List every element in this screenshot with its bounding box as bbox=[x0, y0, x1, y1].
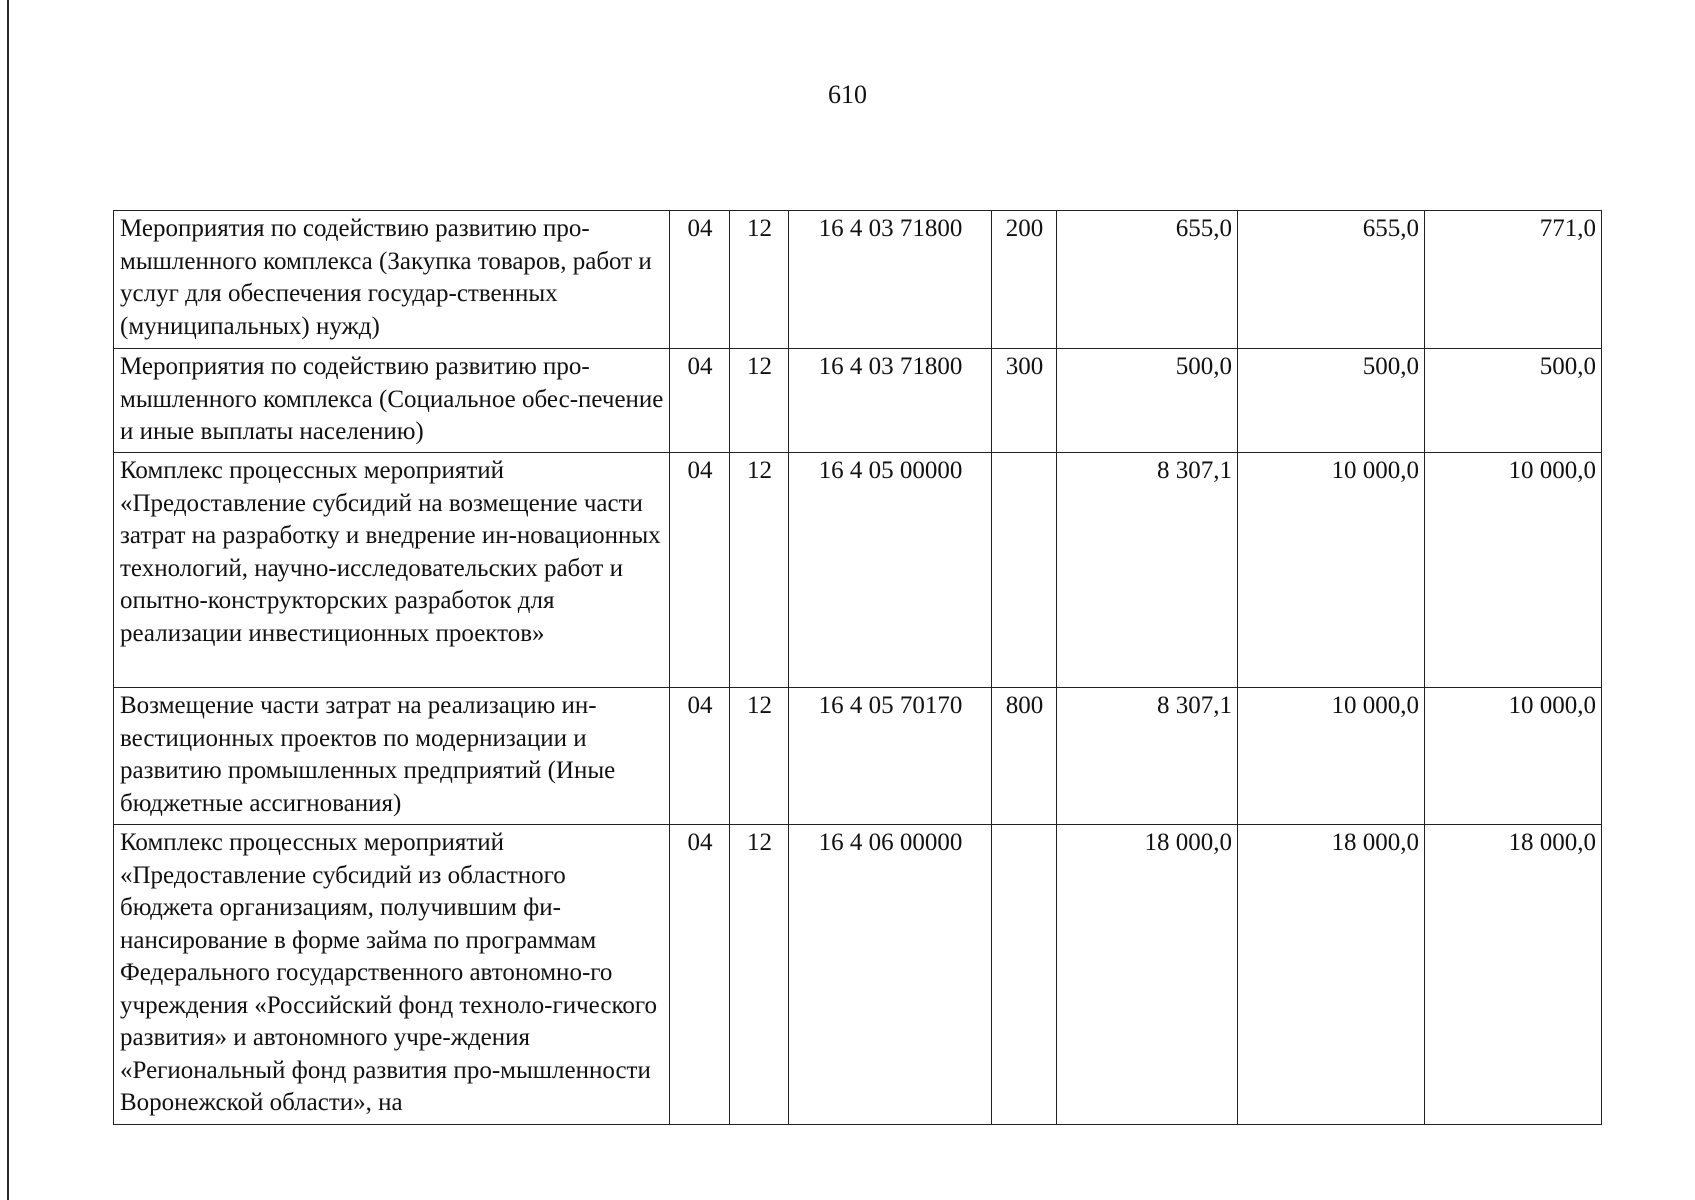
section-code-cell bbox=[670, 211, 730, 349]
amount-year-3: 10 000,0 bbox=[1508, 457, 1596, 484]
section-code: 04 bbox=[687, 692, 713, 719]
section-code: 04 bbox=[687, 353, 713, 380]
amount-year-3-cell bbox=[1425, 688, 1602, 825]
target-article-code: 16 4 05 00000 bbox=[818, 457, 963, 484]
target-article-cell bbox=[789, 211, 992, 349]
section-code: 04 bbox=[687, 457, 713, 484]
section-code-cell bbox=[670, 453, 730, 688]
budget-table bbox=[113, 210, 1602, 1125]
amount-year-2: 10 000,0 bbox=[1331, 692, 1419, 719]
target-article-code: 16 4 05 70170 bbox=[818, 692, 963, 719]
section-code-cell bbox=[670, 825, 730, 1125]
target-article-code: 16 4 06 00000 bbox=[818, 829, 963, 856]
expense-type-cell bbox=[992, 688, 1057, 825]
amount-year-2-cell bbox=[1238, 349, 1425, 453]
amount-year-2-cell bbox=[1238, 688, 1425, 825]
target-article-cell bbox=[789, 688, 992, 825]
amount-year-1: 8 307,1 bbox=[1157, 692, 1232, 719]
item-name-cell bbox=[114, 349, 670, 453]
amount-year-2: 500,0 bbox=[1362, 353, 1419, 380]
item-name: Комплекс процессных мероприятий «Предоставление субсидий из областного бюджета организациям, получившим фи-нансирование в форме займа по программам Федерального государственного автономно-го учреждения «Российский фонд техноло-гического развития» и автономного учре-ждения «Региональный фонд развития про-мышленности Воронежской области», на bbox=[120, 829, 657, 1116]
target-article-code: 16 4 03 71800 bbox=[818, 353, 963, 380]
amount-year-3-cell bbox=[1425, 825, 1602, 1125]
amount-year-1-cell bbox=[1057, 349, 1238, 453]
page-number: 610 bbox=[828, 80, 867, 109]
amount-year-1: 8 307,1 bbox=[1157, 457, 1232, 484]
target-article-cell bbox=[789, 453, 992, 688]
amount-year-2-cell bbox=[1238, 825, 1425, 1125]
item-name-cell bbox=[114, 825, 670, 1125]
table-row bbox=[114, 825, 1602, 1125]
item-name-cell bbox=[114, 688, 670, 825]
expense-type-cell bbox=[992, 825, 1057, 1125]
item-name: Мероприятия по содействию развитию про-мышленного комплекса (Социальное обес-печение и иные выплаты населению) bbox=[120, 353, 664, 445]
item-name: Мероприятия по содействию развитию про-мышленного комплекса (Закупка товаров, работ и услуг для обеспечения государ-ственных (муниципальных) нужд) bbox=[120, 215, 652, 340]
expense-type-code: 300 bbox=[1005, 353, 1044, 380]
amount-year-3: 500,0 bbox=[1539, 353, 1596, 380]
amount-year-1-cell bbox=[1057, 453, 1238, 688]
subsection-code: 12 bbox=[747, 353, 772, 380]
amount-year-3: 771,0 bbox=[1539, 215, 1596, 242]
amount-year-1-cell bbox=[1057, 688, 1238, 825]
subsection-code-cell bbox=[730, 825, 789, 1125]
table-row bbox=[114, 349, 1602, 453]
page-left-rule bbox=[7, 0, 9, 1200]
subsection-code-cell bbox=[730, 211, 789, 349]
table-row bbox=[114, 453, 1602, 688]
item-name-cell bbox=[114, 211, 670, 349]
section-code-cell bbox=[670, 349, 730, 453]
amount-year-2-cell bbox=[1238, 211, 1425, 349]
amount-year-3-cell bbox=[1425, 211, 1602, 349]
subsection-code-cell bbox=[730, 688, 789, 825]
section-code-cell bbox=[670, 688, 730, 825]
amount-year-1: 500,0 bbox=[1175, 353, 1232, 380]
amount-year-3-cell bbox=[1425, 453, 1602, 688]
expense-type-code: 200 bbox=[1005, 215, 1044, 242]
section-code: 04 bbox=[687, 829, 713, 856]
subsection-code: 12 bbox=[747, 829, 772, 856]
subsection-code: 12 bbox=[747, 215, 772, 242]
amount-year-2: 10 000,0 bbox=[1331, 457, 1419, 484]
expense-type-cell bbox=[992, 349, 1057, 453]
subsection-code-cell bbox=[730, 349, 789, 453]
item-name-cell bbox=[114, 453, 670, 688]
target-article-code: 16 4 03 71800 bbox=[818, 215, 963, 242]
amount-year-2-cell bbox=[1238, 453, 1425, 688]
section-code: 04 bbox=[687, 215, 713, 242]
item-name: Возмещение части затрат на реализацию ин-вестиционных проектов по модернизации и развитию промышленных предприятий (Иные бюджетные ассигнования) bbox=[120, 692, 616, 817]
target-article-cell bbox=[789, 349, 992, 453]
table-row bbox=[114, 211, 1602, 349]
expense-type-cell bbox=[992, 211, 1057, 349]
amount-year-2: 18 000,0 bbox=[1331, 829, 1419, 856]
subsection-code-cell bbox=[730, 453, 789, 688]
amount-year-1-cell bbox=[1057, 825, 1238, 1125]
expense-type-cell bbox=[992, 453, 1057, 688]
target-article-cell bbox=[789, 825, 992, 1125]
item-name: Комплекс процессных мероприятий «Предоставление субсидий на возмещение части затрат на разработку и внедрение ин-новационных технологий, научно-исследовательских работ и опытно-конструкторских разработок для реализации инвестиционных проектов» bbox=[120, 457, 661, 647]
subsection-code: 12 bbox=[747, 457, 772, 484]
amount-year-2: 655,0 bbox=[1362, 215, 1419, 242]
amount-year-3: 18 000,0 bbox=[1508, 829, 1596, 856]
amount-year-3: 10 000,0 bbox=[1508, 692, 1596, 719]
subsection-code: 12 bbox=[747, 692, 772, 719]
expense-type-code: 800 bbox=[1005, 692, 1044, 719]
table-row bbox=[114, 688, 1602, 825]
amount-year-1: 18 000,0 bbox=[1144, 829, 1232, 856]
amount-year-1-cell bbox=[1057, 211, 1238, 349]
amount-year-3-cell bbox=[1425, 349, 1602, 453]
amount-year-1: 655,0 bbox=[1175, 215, 1232, 242]
